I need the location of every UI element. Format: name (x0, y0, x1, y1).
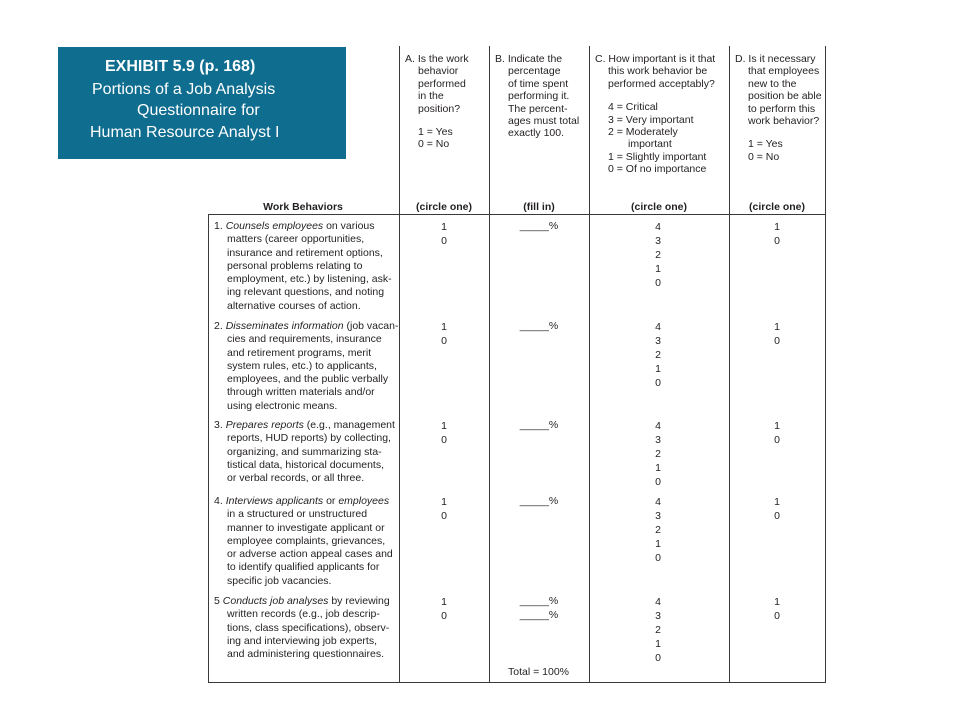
item-line: in a structured or unstructured (227, 508, 368, 521)
item-line: tions, class specifications), observ- (227, 621, 390, 634)
column-c-instruction: (circle one) (630, 201, 688, 213)
column-a-line: performed (418, 77, 466, 90)
option-value[interactable]: 4 (655, 221, 661, 233)
item-3-performed-options[interactable] (434, 419, 454, 447)
column-a-header (405, 53, 469, 151)
column-divider-b (489, 46, 490, 683)
item-2-necessary-options[interactable] (767, 320, 787, 348)
column-divider-a (399, 46, 400, 683)
option-value[interactable]: 4 (655, 321, 661, 333)
work-behavior-item-1 (214, 220, 392, 313)
item-line: manner to investigate applicant or (227, 521, 385, 534)
option-value[interactable]: 4 (655, 420, 661, 432)
option-value[interactable]: 1 (774, 496, 780, 508)
item-text: on various (323, 220, 375, 232)
item-line: or verbal records, or all three. (227, 472, 365, 485)
column-c-option: 1 = Slightly important (608, 150, 707, 163)
questionnaire-form (208, 46, 826, 683)
option-value[interactable]: 2 (655, 524, 661, 536)
option-value[interactable]: 0 (655, 377, 661, 389)
work-behaviors-heading: Work Behaviors (263, 201, 343, 213)
column-d-line: new to the (748, 77, 797, 90)
column-d-line: that employees (748, 65, 820, 78)
item-1-percentage-blank[interactable]: _____% (519, 220, 559, 232)
item-5-percentage-blank-2[interactable]: _____% (519, 609, 559, 621)
item-line: ing relevant questions, and noting (227, 286, 385, 299)
option-value[interactable]: 1 (655, 538, 661, 550)
option-value[interactable]: 2 (655, 249, 661, 261)
option-value[interactable]: 0 (441, 235, 447, 247)
column-divider-c (589, 46, 590, 683)
option-value[interactable]: 1 (655, 363, 661, 375)
column-b-instruction: (fill in) (523, 201, 555, 213)
option-value[interactable]: 3 (655, 610, 661, 622)
item-italic: Prepares reports (225, 419, 304, 431)
option-value[interactable]: 1 (655, 462, 661, 474)
item-4-performed-options[interactable] (434, 495, 454, 523)
column-b-line: performing it. (508, 90, 570, 103)
option-value[interactable]: 1 (774, 221, 780, 233)
option-value[interactable]: 4 (655, 496, 661, 508)
item-line: written records (e.g., job descrip- (227, 608, 380, 621)
item-line: through written materials and/or (227, 386, 375, 399)
item-line: personal problems relating to (227, 259, 363, 272)
item-number: 5 (214, 595, 220, 607)
column-d-header (735, 53, 822, 163)
item-1-importance-options[interactable] (648, 220, 668, 290)
bottom-border (208, 682, 826, 683)
column-b-line: B. Indicate the (495, 53, 563, 65)
option-value[interactable]: 1 (655, 263, 661, 275)
column-c-option: 4 = Critical (608, 101, 658, 114)
item-number: 1. (214, 220, 223, 232)
item-line: cies and requirements, insurance (227, 333, 382, 346)
item-3-necessary-options[interactable] (767, 419, 787, 447)
item-text: or (323, 495, 339, 507)
column-c-line: this work behavior be (608, 65, 708, 78)
item-line: reports, HUD reports) by collecting, (227, 432, 391, 445)
column-c-line: C. How important is it that (595, 53, 716, 65)
item-line: organizing, and summarizing sta- (227, 445, 382, 458)
item-italic: Conducts job analyses (222, 595, 329, 607)
column-d-option: 1 = Yes (748, 138, 783, 151)
item-line: and retirement programs, merit (227, 346, 372, 359)
item-line: alternative courses of action. (227, 299, 361, 312)
exhibit-title-line-3: Human Resource Analyst I (90, 124, 280, 141)
column-b-line: percentage (508, 65, 561, 78)
column-d-line: work behavior? (748, 115, 820, 128)
item-number: 4. (214, 495, 223, 507)
option-value[interactable]: 0 (441, 335, 447, 347)
item-line: ing and interviewing job experts, (227, 634, 378, 647)
column-d-line: to perform this (748, 102, 816, 115)
item-5-necessary-options[interactable] (767, 595, 787, 623)
option-value[interactable]: 1 (441, 221, 447, 233)
item-5-percentage-blank[interactable]: _____% (519, 595, 559, 607)
option-value[interactable]: 1 (774, 596, 780, 608)
column-c-option: 3 = Very important (608, 113, 694, 126)
item-1-performed-options[interactable] (434, 220, 454, 248)
item-line: and administering questionnaires. (227, 648, 385, 661)
column-a-line: position? (418, 102, 461, 115)
option-value[interactable]: 1 (441, 596, 447, 608)
header-divider (208, 214, 826, 215)
column-d-line: D. Is it necessary (735, 53, 816, 65)
item-2-performed-options[interactable] (434, 320, 454, 348)
item-italic: Counsels employees (225, 220, 324, 232)
column-b-line: The percent- (508, 102, 568, 115)
item-5-importance-options[interactable] (648, 595, 668, 665)
item-line: insurance and retirement options, (227, 246, 383, 259)
item-text: by reviewing (328, 595, 390, 607)
column-c-header (595, 53, 715, 176)
item-2-importance-options[interactable] (648, 320, 668, 390)
column-divider-left (208, 214, 209, 683)
option-value[interactable]: 1 (655, 638, 661, 650)
column-d-line: position be able (748, 90, 822, 103)
item-italic: Disseminates information (225, 320, 344, 332)
work-behavior-item-3 (214, 419, 395, 485)
column-a-option: 0 = No (418, 138, 450, 151)
total-percentage: Total = 100% (508, 666, 570, 678)
item-line: to identify qualified applicants for (227, 561, 380, 574)
work-behavior-item-2 (214, 320, 398, 413)
item-line: employment, etc.) by listening, ask- (227, 273, 392, 286)
column-b-line: exactly 100. (508, 127, 565, 140)
option-value[interactable]: 3 (655, 235, 661, 247)
option-value[interactable]: 3 (655, 510, 661, 522)
option-value[interactable]: 0 (774, 510, 780, 522)
option-value[interactable]: 2 (655, 624, 661, 636)
item-4-necessary-options[interactable] (767, 495, 787, 523)
option-value[interactable]: 0 (441, 510, 447, 522)
item-line: employees, and the public verbally (227, 373, 389, 386)
column-d-option: 0 = No (748, 150, 780, 163)
column-a-line: in the (418, 90, 444, 103)
work-behavior-item-5 (214, 595, 390, 661)
option-value[interactable]: 4 (655, 596, 661, 608)
item-line: system rules, etc.) to applicants, (227, 359, 377, 372)
column-b-line: of time spent (508, 77, 569, 90)
item-number: 2. (214, 320, 223, 332)
option-value[interactable]: 0 (655, 552, 661, 564)
item-4-importance-options[interactable] (648, 495, 668, 565)
option-value[interactable]: 2 (655, 448, 661, 460)
column-b-line: ages must total (508, 115, 580, 128)
option-value[interactable]: 3 (655, 434, 661, 446)
item-3-percentage-blank[interactable]: _____% (519, 419, 559, 431)
option-value[interactable]: 0 (655, 476, 661, 488)
column-a-line: behavior (418, 65, 459, 78)
item-1-necessary-options[interactable] (767, 220, 787, 248)
item-2-percentage-blank[interactable]: _____% (519, 320, 559, 332)
column-a-option: 1 = Yes (418, 126, 453, 139)
item-line: employee complaints, grievances, (227, 534, 386, 547)
column-divider-d (729, 46, 730, 683)
option-value[interactable]: 1 (441, 321, 447, 333)
column-c-option: 0 = Of no importance (608, 163, 707, 176)
item-4-percentage-blank[interactable]: _____% (519, 495, 559, 507)
option-value[interactable]: 0 (774, 235, 780, 247)
option-value[interactable]: 0 (441, 434, 447, 446)
column-c-line: performed acceptably? (608, 77, 715, 90)
item-3-importance-options[interactable] (648, 419, 668, 489)
item-italic: employees (338, 495, 390, 507)
item-line: specific job vacancies. (227, 574, 332, 587)
column-c-option: important (628, 138, 672, 151)
option-value[interactable]: 1 (441, 496, 447, 508)
column-d-instruction: (circle one) (748, 201, 806, 213)
column-c-option: 2 = Moderately (608, 126, 678, 139)
option-value[interactable]: 3 (655, 335, 661, 347)
column-b-header (495, 53, 579, 140)
option-value[interactable]: 0 (774, 610, 780, 622)
item-text: (e.g., management (303, 419, 395, 431)
item-line: using electronic means. (227, 399, 338, 412)
item-number: 3. (214, 419, 223, 431)
option-value[interactable]: 1 (774, 420, 780, 432)
option-value[interactable]: 2 (655, 349, 661, 361)
item-text: (job vacan- (343, 320, 399, 332)
option-value[interactable]: 0 (774, 434, 780, 446)
option-value[interactable]: 0 (655, 652, 661, 664)
option-value[interactable]: 0 (774, 335, 780, 347)
exhibit-number: EXHIBIT 5.9 (p. 168) (105, 58, 256, 75)
work-behavior-item-4 (214, 495, 393, 588)
option-value[interactable]: 1 (774, 321, 780, 333)
exhibit-title-line-1: Portions of a Job Analysis (92, 81, 276, 98)
option-value[interactable]: 1 (441, 420, 447, 432)
item-line: tistical data, historical documents, (227, 458, 384, 471)
item-line: matters (career opportunities, (227, 233, 365, 246)
option-value[interactable]: 0 (655, 277, 661, 289)
item-line: or adverse action appeal cases and (227, 548, 393, 561)
option-value[interactable]: 0 (441, 610, 447, 622)
item-italic: Interviews applicants (225, 495, 324, 507)
column-divider-right (825, 46, 826, 683)
column-a-instruction: (circle one) (415, 201, 473, 213)
column-a-line: A. Is the work (405, 53, 469, 65)
item-5-performed-options[interactable] (434, 595, 454, 623)
exhibit-title-line-2: Questionnaire for (137, 102, 260, 119)
